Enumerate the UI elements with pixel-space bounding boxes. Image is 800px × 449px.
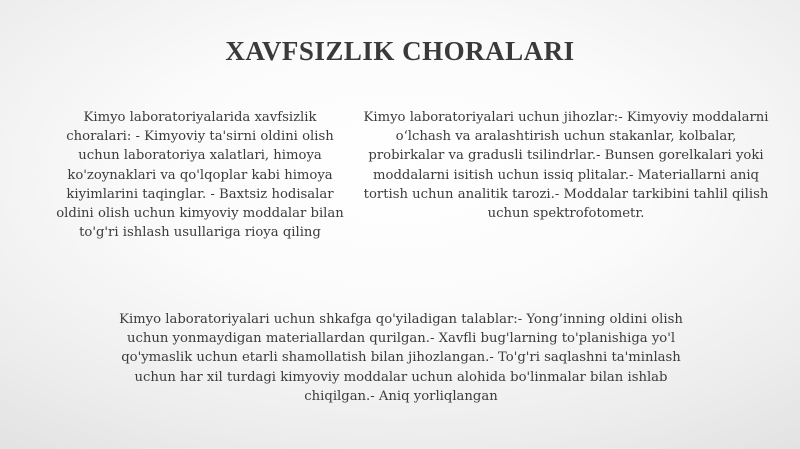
safety-measures-text: Kimyo laboratoriyalarida xavfsizlik choralari: - Kimyoviy ta'sirni oldini olish uchun laboratoriya xalatlari, himoya ko'zoynaklari va qo'lqoplar kabi himoya kiyimlarini taqinglar. - Baxtsiz hodisalar oldini olish uchun kimyoviy moddalar bilan to'g'ri ishlash usullariga rioya qiling — [56, 110, 344, 241]
lab-equipment-text: Kimyo laboratoriyalari uchun jihozlar:- Kimyoviy moddalarni o‘lchash va aralashtirish uchun stakanlar, kolbalar, probirkalar va gradusli tsilindrlar.- Bunsen gorelkalari yoki moddalarni isitish uchun issiq plitalar.- Materiallarni aniq tortish uchun analitik tarozi.- Moddalar tarkibini tahlil qilish uchun spektrofotometr. — [363, 110, 769, 222]
cabinet-requirements-text: Kimyo laboratoriyalari uchun shkafga qo'yiladigan talablar:- Yong’inning oldini olish uchun yonmaydigan materiallardan qurilgan.- Xavfli bug'larning to'planishiga yo'l qo'ymaslik uchun etarli shamollatish bilan jihozlangan.- To'g'ri saqlashni ta'minlash uchun har xil turdagi kimyoviy moddalar uchun alohida bo'linmalar bilan ishlab chiqilgan.- Aniq yorliqlangan — [119, 312, 683, 404]
slide-title: XAVFSIZLIK CHORALARI — [225, 36, 575, 66]
